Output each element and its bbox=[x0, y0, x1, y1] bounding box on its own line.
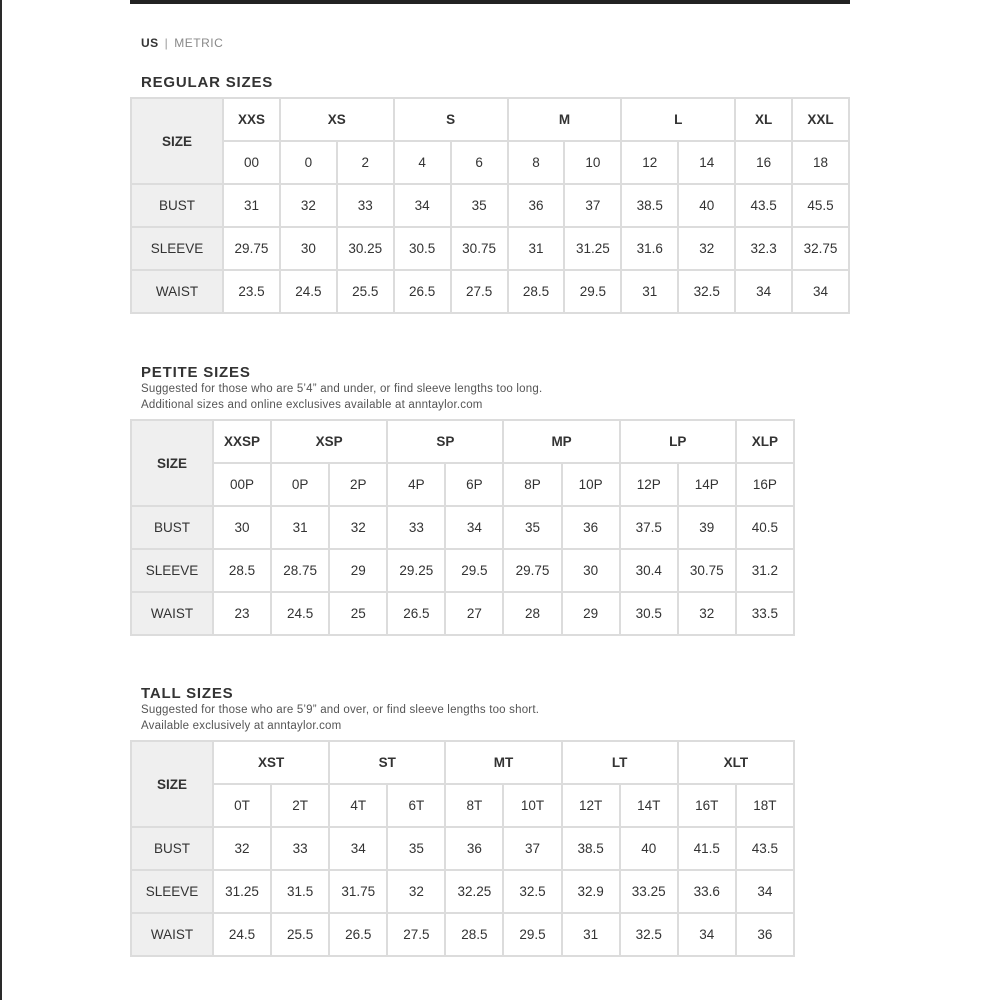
row-label: SLEEVE bbox=[131, 870, 213, 913]
size-band: XXS bbox=[223, 98, 280, 141]
row-label: BUST bbox=[131, 827, 213, 870]
measurement-cell: 31.2 bbox=[736, 549, 794, 592]
measurement-cell: 35 bbox=[387, 827, 445, 870]
size-number: 16P bbox=[736, 463, 794, 506]
measurement-cell: 32.25 bbox=[445, 870, 503, 913]
measurement-cell: 31 bbox=[271, 506, 329, 549]
size-number: 10T bbox=[503, 784, 561, 827]
measurement-cell: 37.5 bbox=[620, 506, 678, 549]
measurement-cell: 33 bbox=[337, 184, 394, 227]
measurement-cell: 32 bbox=[678, 227, 735, 270]
measurement-cell: 31 bbox=[621, 270, 678, 313]
size-band-row bbox=[131, 420, 794, 463]
measurement-cell: 27.5 bbox=[387, 913, 445, 956]
size-band-row bbox=[131, 741, 794, 784]
size-band: L bbox=[621, 98, 735, 141]
measurement-cell: 43.5 bbox=[735, 184, 792, 227]
measurement-cell: 27.5 bbox=[451, 270, 508, 313]
size-band: XST bbox=[213, 741, 329, 784]
measurement-cell: 34 bbox=[394, 184, 451, 227]
measurement-cell: 39 bbox=[678, 506, 736, 549]
measurement-cell: 30.75 bbox=[678, 549, 736, 592]
size-band: ST bbox=[329, 741, 445, 784]
measurement-cell: 26.5 bbox=[387, 592, 445, 635]
measurement-row bbox=[131, 227, 849, 270]
measurement-cell: 37 bbox=[503, 827, 561, 870]
size-band: XS bbox=[280, 98, 394, 141]
measurement-cell: 33.5 bbox=[736, 592, 794, 635]
size-band: XSP bbox=[271, 420, 387, 463]
top-bar bbox=[130, 0, 850, 4]
size-number: 0T bbox=[213, 784, 271, 827]
measurement-row bbox=[131, 549, 794, 592]
measurement-row bbox=[131, 184, 849, 227]
left-border bbox=[0, 0, 2, 1000]
size-number-row bbox=[131, 141, 849, 184]
unit-us-link[interactable]: US bbox=[141, 36, 159, 50]
measurement-row bbox=[131, 270, 849, 313]
size-band-row bbox=[131, 98, 849, 141]
row-label: WAIST bbox=[131, 592, 213, 635]
measurement-cell: 34 bbox=[736, 870, 794, 913]
size-band: XXL bbox=[792, 98, 849, 141]
measurement-row bbox=[131, 870, 794, 913]
section-title: PETITE SIZES bbox=[141, 364, 251, 381]
measurement-cell: 28.5 bbox=[213, 549, 271, 592]
size-number: 0P bbox=[271, 463, 329, 506]
measurement-cell: 23 bbox=[213, 592, 271, 635]
measurement-cell: 28.75 bbox=[271, 549, 329, 592]
measurement-cell: 29.75 bbox=[503, 549, 561, 592]
size-band: MT bbox=[445, 741, 561, 784]
size-band: XLP bbox=[736, 420, 794, 463]
measurement-cell: 23.5 bbox=[223, 270, 280, 313]
measurement-cell: 30.5 bbox=[620, 592, 678, 635]
row-label: WAIST bbox=[131, 913, 213, 956]
size-number: 16 bbox=[735, 141, 792, 184]
size-header: SIZE bbox=[131, 98, 223, 184]
size-band: MP bbox=[503, 420, 619, 463]
measurement-cell: 30 bbox=[562, 549, 620, 592]
unit-separator: | bbox=[164, 36, 169, 50]
measurement-cell: 30.4 bbox=[620, 549, 678, 592]
measurement-cell: 25.5 bbox=[337, 270, 394, 313]
size-band: LP bbox=[620, 420, 736, 463]
measurement-cell: 34 bbox=[678, 913, 736, 956]
size-table bbox=[130, 740, 795, 957]
measurement-cell: 24.5 bbox=[280, 270, 337, 313]
measurement-row bbox=[131, 506, 794, 549]
measurement-cell: 37 bbox=[564, 184, 621, 227]
measurement-cell: 25 bbox=[329, 592, 387, 635]
size-number: 6P bbox=[445, 463, 503, 506]
measurement-cell: 28 bbox=[503, 592, 561, 635]
size-band: XLT bbox=[678, 741, 794, 784]
measurement-cell: 34 bbox=[792, 270, 849, 313]
measurement-cell: 32.5 bbox=[678, 270, 735, 313]
measurement-cell: 36 bbox=[508, 184, 565, 227]
size-header: SIZE bbox=[131, 741, 213, 827]
measurement-cell: 32.9 bbox=[562, 870, 620, 913]
measurement-cell: 30.25 bbox=[337, 227, 394, 270]
measurement-cell: 40 bbox=[678, 184, 735, 227]
measurement-cell: 36 bbox=[736, 913, 794, 956]
measurement-cell: 33.25 bbox=[620, 870, 678, 913]
measurement-cell: 33 bbox=[387, 506, 445, 549]
measurement-cell: 34 bbox=[329, 827, 387, 870]
measurement-cell: 43.5 bbox=[736, 827, 794, 870]
row-label: SLEEVE bbox=[131, 227, 223, 270]
size-number: 14 bbox=[678, 141, 735, 184]
tall-sizes-section bbox=[130, 685, 795, 957]
measurement-cell: 28.5 bbox=[508, 270, 565, 313]
measurement-cell: 26.5 bbox=[394, 270, 451, 313]
size-number: 4 bbox=[394, 141, 451, 184]
size-number: 14T bbox=[620, 784, 678, 827]
section-subtitle-line: Suggested for those who are 5’4” and under, or find sleeve lengths too long. bbox=[141, 383, 543, 395]
measurement-cell: 26.5 bbox=[329, 913, 387, 956]
size-number: 8T bbox=[445, 784, 503, 827]
size-number: 0 bbox=[280, 141, 337, 184]
size-number: 16T bbox=[678, 784, 736, 827]
measurement-row bbox=[131, 913, 794, 956]
measurement-cell: 32 bbox=[280, 184, 337, 227]
size-number: 12T bbox=[562, 784, 620, 827]
measurement-row bbox=[131, 592, 794, 635]
unit-toggle bbox=[141, 36, 223, 50]
measurement-cell: 32.3 bbox=[735, 227, 792, 270]
size-band: LT bbox=[562, 741, 678, 784]
measurement-cell: 32.75 bbox=[792, 227, 849, 270]
unit-metric-link[interactable]: METRIC bbox=[174, 36, 224, 50]
measurement-cell: 36 bbox=[562, 506, 620, 549]
regular-sizes-section bbox=[130, 74, 850, 314]
size-number: 2 bbox=[337, 141, 394, 184]
measurement-cell: 35 bbox=[503, 506, 561, 549]
section-subtitle-line: Additional sizes and online exclusives available at anntaylor.com bbox=[141, 399, 483, 411]
section-subtitle-line: Suggested for those who are 5’9” and over, or find sleeve lengths too short. bbox=[141, 704, 540, 716]
size-number: 12P bbox=[620, 463, 678, 506]
size-band: M bbox=[508, 98, 622, 141]
measurement-cell: 25.5 bbox=[271, 913, 329, 956]
measurement-cell: 35 bbox=[451, 184, 508, 227]
measurement-cell: 34 bbox=[445, 506, 503, 549]
section-subtitle-line: Available exclusively at anntaylor.com bbox=[141, 720, 342, 732]
size-number-row bbox=[131, 784, 794, 827]
row-label: WAIST bbox=[131, 270, 223, 313]
row-label: BUST bbox=[131, 184, 223, 227]
measurement-cell: 31 bbox=[223, 184, 280, 227]
size-number: 2P bbox=[329, 463, 387, 506]
measurement-cell: 31.6 bbox=[621, 227, 678, 270]
measurement-cell: 31.75 bbox=[329, 870, 387, 913]
measurement-cell: 33.6 bbox=[678, 870, 736, 913]
measurement-cell: 32 bbox=[329, 506, 387, 549]
measurement-cell: 32.5 bbox=[503, 870, 561, 913]
measurement-cell: 30 bbox=[280, 227, 337, 270]
measurement-cell: 30.5 bbox=[394, 227, 451, 270]
measurement-cell: 29.25 bbox=[387, 549, 445, 592]
measurement-cell: 30.75 bbox=[451, 227, 508, 270]
measurement-cell: 34 bbox=[735, 270, 792, 313]
size-number: 10 bbox=[564, 141, 621, 184]
measurement-cell: 24.5 bbox=[213, 913, 271, 956]
measurement-cell: 31 bbox=[562, 913, 620, 956]
measurement-cell: 29 bbox=[562, 592, 620, 635]
size-number: 00P bbox=[213, 463, 271, 506]
measurement-cell: 32.5 bbox=[620, 913, 678, 956]
measurement-cell: 24.5 bbox=[271, 592, 329, 635]
size-number: 6 bbox=[451, 141, 508, 184]
section-title: TALL SIZES bbox=[141, 685, 234, 702]
size-number: 2T bbox=[271, 784, 329, 827]
measurement-cell: 45.5 bbox=[792, 184, 849, 227]
row-label: BUST bbox=[131, 506, 213, 549]
measurement-cell: 33 bbox=[271, 827, 329, 870]
measurement-cell: 41.5 bbox=[678, 827, 736, 870]
size-number: 18T bbox=[736, 784, 794, 827]
measurement-cell: 31 bbox=[508, 227, 565, 270]
measurement-cell: 40 bbox=[620, 827, 678, 870]
measurement-cell: 31.25 bbox=[213, 870, 271, 913]
measurement-row bbox=[131, 827, 794, 870]
size-number: 8P bbox=[503, 463, 561, 506]
measurement-cell: 32 bbox=[678, 592, 736, 635]
measurement-cell: 36 bbox=[445, 827, 503, 870]
measurement-cell: 32 bbox=[387, 870, 445, 913]
measurement-cell: 38.5 bbox=[621, 184, 678, 227]
measurement-cell: 40.5 bbox=[736, 506, 794, 549]
size-table bbox=[130, 419, 795, 636]
measurement-cell: 29.5 bbox=[564, 270, 621, 313]
measurement-cell: 31.5 bbox=[271, 870, 329, 913]
petite-sizes-section bbox=[130, 364, 795, 636]
size-number: 8 bbox=[508, 141, 565, 184]
measurement-cell: 32 bbox=[213, 827, 271, 870]
size-number: 6T bbox=[387, 784, 445, 827]
measurement-cell: 29.5 bbox=[503, 913, 561, 956]
section-title: REGULAR SIZES bbox=[141, 74, 274, 91]
size-number: 10P bbox=[562, 463, 620, 506]
measurement-cell: 29.5 bbox=[445, 549, 503, 592]
size-number: 00 bbox=[223, 141, 280, 184]
measurement-cell: 28.5 bbox=[445, 913, 503, 956]
size-band: XL bbox=[735, 98, 792, 141]
size-table bbox=[130, 97, 850, 314]
measurement-cell: 31.25 bbox=[564, 227, 621, 270]
size-header: SIZE bbox=[131, 420, 213, 506]
size-number-row bbox=[131, 463, 794, 506]
measurement-cell: 29 bbox=[329, 549, 387, 592]
size-number: 4T bbox=[329, 784, 387, 827]
row-label: SLEEVE bbox=[131, 549, 213, 592]
size-number: 18 bbox=[792, 141, 849, 184]
measurement-cell: 38.5 bbox=[562, 827, 620, 870]
size-band: S bbox=[394, 98, 508, 141]
size-number: 4P bbox=[387, 463, 445, 506]
measurement-cell: 27 bbox=[445, 592, 503, 635]
size-number: 12 bbox=[621, 141, 678, 184]
size-band: SP bbox=[387, 420, 503, 463]
size-band: XXSP bbox=[213, 420, 271, 463]
measurement-cell: 29.75 bbox=[223, 227, 280, 270]
measurement-cell: 30 bbox=[213, 506, 271, 549]
size-number: 14P bbox=[678, 463, 736, 506]
